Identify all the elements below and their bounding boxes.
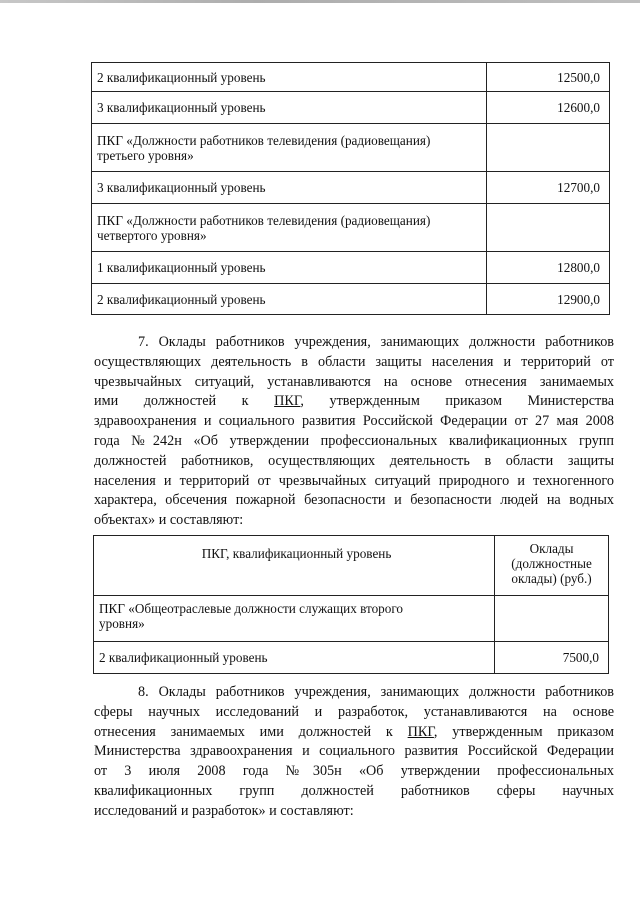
text-line: сферы научных исследований и разработок, устанавливаются на основе xyxy=(94,703,614,720)
row-label: 1 квалификационный уровень xyxy=(92,252,487,284)
row-value: 12600,0 xyxy=(487,92,610,124)
text-line: от 3 июля 2008 года №305н «Об утверждении профессиональных xyxy=(94,763,614,780)
row-label: ПКГ «Должности работников телевидения (радиовещания) третьего уровня» xyxy=(92,124,487,172)
table-row xyxy=(92,63,610,92)
text-line: чрезвычайных ситуаций, устанавливаются на основе отнесения занимаемых xyxy=(94,373,614,390)
pkg-link[interactable]: ПКГ xyxy=(274,393,301,410)
text-line: года №242н «Об утверждении профессиональных квалификационных групп xyxy=(94,432,614,449)
row-label: 2 квалификационный уровень xyxy=(94,642,495,674)
table-row xyxy=(92,172,610,204)
row-value: 12500,0 xyxy=(487,63,610,92)
paragraph-8 xyxy=(94,683,614,822)
paragraph-7 xyxy=(94,333,614,531)
pkg-link[interactable]: ПКГ xyxy=(407,723,434,740)
row-label: 3 квалификационный уровень xyxy=(92,92,487,124)
table-row xyxy=(94,642,609,674)
row-label: ПКГ «Общеотраслевые должности служащих второго уровня» xyxy=(94,596,495,642)
row-label: 2 квалификационный уровень xyxy=(92,284,487,315)
table-row xyxy=(92,284,610,315)
text-line: здравоохранения и социального развития Российской Федерации от 27 мая 2008 xyxy=(94,413,614,430)
table-row xyxy=(92,252,610,284)
scan-top-edge xyxy=(0,0,640,3)
text-line: объектах» и составляют: xyxy=(94,512,244,529)
text-line: населения и территорий от чрезвычайных ситуаций природного и техногенного xyxy=(94,472,614,489)
row-value: 7500,0 xyxy=(495,642,609,674)
table-row xyxy=(92,92,610,124)
text-line: отнесения занимаемых ими должностей к ПКГ, утвержденным приказом xyxy=(94,723,614,740)
row-value xyxy=(487,204,610,252)
text-line: 8. Оклады работников учреждения, занимающих должности работников xyxy=(138,684,614,700)
table-row xyxy=(94,596,609,642)
row-label: 3 квалификационный уровень xyxy=(92,172,487,204)
text-line: характера, обсечения пожарной безопасности и безопасности людей на водных xyxy=(94,492,614,509)
row-label: ПКГ «Должности работников телевидения (радиовещания) четвертого уровня» xyxy=(92,204,487,252)
row-value xyxy=(495,596,609,642)
row-value: 12800,0 xyxy=(487,252,610,284)
text-line: осуществляющих деятельность в области защиты населения и территорий от xyxy=(94,353,614,370)
salary-table-civil-defense xyxy=(93,535,609,674)
column-header-salary: Оклады (должностные оклады) (руб.) xyxy=(495,536,609,596)
text-line: Министерства здравоохранения и социального развития Российской Федерации xyxy=(94,743,614,760)
text-line: должностей работников, осуществляющих деятельность в области защиты xyxy=(94,452,614,469)
table-header-row xyxy=(94,536,609,596)
text-line: 7. Оклады работников учреждения, занимающих должности работников xyxy=(138,334,614,350)
table-row xyxy=(92,204,610,252)
column-header-level: ПКГ, квалификационный уровень xyxy=(94,536,495,596)
text-line: квалификационных групп должностей работников сферы научных xyxy=(94,782,614,799)
row-value: 12900,0 xyxy=(487,284,610,315)
row-value: 12700,0 xyxy=(487,172,610,204)
salary-table-television xyxy=(91,62,610,315)
row-value xyxy=(487,124,610,172)
text-line: ими должностей к ПКГ, утвержденным приказом Министерства xyxy=(94,393,614,410)
table-row xyxy=(92,124,610,172)
row-label: 2 квалификационный уровень xyxy=(92,63,487,92)
text-line: исследований и разработок» и составляют: xyxy=(94,802,354,819)
